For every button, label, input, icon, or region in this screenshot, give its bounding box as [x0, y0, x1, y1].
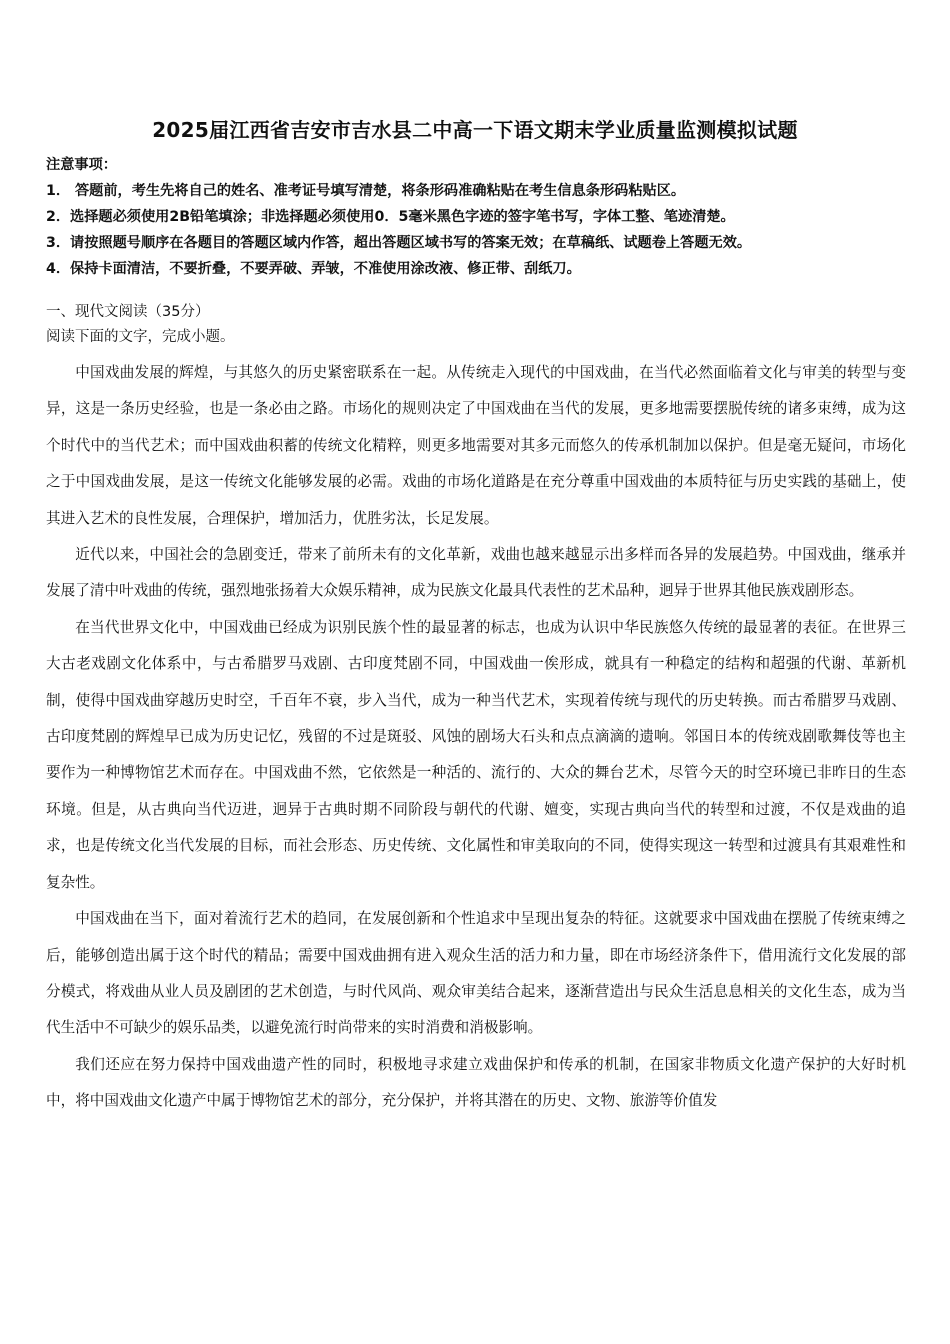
notice-item: 1． 答题前，考生先将自己的姓名、准考证号填写清楚，将条形码准确粘贴在考生信息条形码粘贴区。 — [46, 183, 686, 199]
reading-passage — [46, 355, 906, 1120]
section-heading: 一、现代文阅读（35分） — [46, 304, 210, 320]
passage-paragraph: 近代以来，中国社会的急剧变迁，带来了前所未有的文化革新，戏曲也越来越显示出多样而各异的发展趋势。中国戏曲，继承并发展了清中叶戏曲的传统，强烈地张扬着大众娱乐精神，成为民族文化最具代表性的艺术品种，迥异于世界其他民族戏剧形态。 — [46, 546, 906, 600]
passage-paragraph: 我们还应在努力保持中国戏曲遗产性的同时，积极地寻求建立戏曲保护和传承的机制，在国家非物质文化遗产保护的大好时机中，将中国戏曲文化遗产中属于博物馆艺术的部分，充分保护，并将其潜在的历史、文物、旅游等价值发 — [46, 1055, 906, 1110]
passage-paragraph: 在当代世界文化中，中国戏曲已经成为识别民族个性的最显著的标志，也成为认识中华民族悠久传统的最显著的表征。在世界三大古老戏剧文化体系中，与古希腊罗马戏剧、古印度梵剧不同，中国戏曲一俟形成，就具有一种稳定的结构和超强的代谢、革新机制，使得中国戏曲穿越历史时空，千百年不衰，步入当代，成为一种当代艺术，实现着传统与现代的历史转换。而古希腊罗马戏剧、古印度梵剧的辉煌早已成为历史记忆，残留的不过是斑驳、风蚀的剧场大石头和点点滴滴的遗响。邻国日本的传统戏剧歌舞伎等也主要作为一种博物馆艺术而存在。中国戏曲不然，它依然是一种活的、流行的、大众的舞台艺术，尽管今天的时空环境已非昨日的生态环境。但是，从古典向当代迈进，迥异于古典时期不同阶段与朝代的代谢、嬗变，实现古典向当代的转型和过渡，不仅是戏曲的追求，也是传统文化当代发展的目标，而社会形态、历史传统、文化属性和审美取向的不同，使得实现这一转型和过渡具有其艰难性和复杂性。 — [46, 618, 906, 891]
exam-title: 2025届江西省吉安市吉水县二中高一下语文期末学业质量监测模拟试题 — [152, 118, 798, 142]
reading-instruction: 阅读下面的文字，完成小题。 — [46, 329, 235, 345]
notice-heading: 注意事项： — [46, 157, 117, 173]
passage-paragraph: 中国戏曲发展的辉煌，与其悠久的历史紧密联系在一起。从传统走入现代的中国戏曲，在当代必然面临着文化与审美的转型与变异，这是一条历史经验，也是一条必由之路。市场化的规则决定了中国戏曲在当代的发展，更多地需要摆脱传统的诸多束缚，成为这个时代中的当代艺术；而中国戏曲积蓄的传统文化精粹，则更多地需要对其多元而悠久的传承机制加以保护。但是毫无疑问，市场化之于中国戏曲发展，是这一传统文化能够发展的必需。戏曲的市场化道路是在充分尊重中国戏曲的本质特征与历史实践的基础上，使其进入艺术的良性发展，合理保护，增加活力，优胜劣汰，长足发展。 — [46, 364, 906, 527]
notice-item: 2．选择题必须使用2B铅笔填涂；非选择题必须使用0．5毫米黑色字迹的签字笔书写，字体工整、笔迹清楚。 — [46, 209, 735, 225]
notice-item: 3．请按照题号顺序在各题目的答题区域内作答，超出答题区域书写的答案无效；在草稿纸、试题卷上答题无效。 — [46, 235, 752, 251]
notice-block — [46, 152, 916, 282]
passage-paragraph: 中国戏曲在当下，面对着流行艺术的趋同，在发展创新和个性追求中呈现出复杂的特征。这就要求中国戏曲在摆脱了传统束缚之后，能够创造出属于这个时代的精品；需要中国戏曲拥有进入观众生活的活力和力量，即在市场经济条件下，借用流行文化发展的部分模式，将戏曲从业人员及剧团的艺术创造，与时代风尚、观众审美结合起来，逐渐营造出与民众生活息息相关的文化生态，成为当代生活中不可缺少的娱乐品类，以避免流行时尚带来的实时消费和消极影响。 — [46, 910, 906, 1037]
notice-item: 4．保持卡面清洁，不要折叠，不要弄破、弄皱，不准使用涂改液、修正带、刮纸刀。 — [46, 261, 581, 277]
